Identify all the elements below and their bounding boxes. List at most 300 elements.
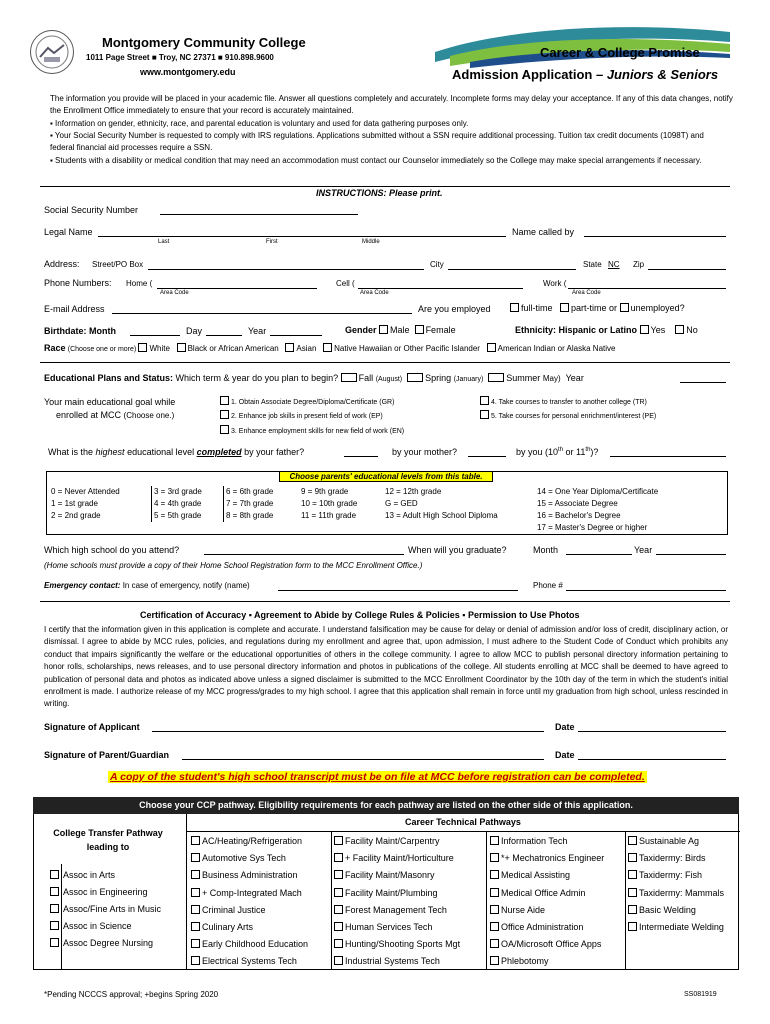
levels-table-title: Choose parents' educational levels from this table. [279, 472, 493, 482]
levels-col-4 [301, 486, 381, 522]
oa-microsoft-checkbox[interactable] [490, 939, 499, 948]
sig-parent-label: Signature of Parent/Guardian [44, 750, 170, 760]
career-col-line-1 [331, 831, 332, 970]
female-checkbox[interactable] [415, 325, 424, 334]
pq-highest: highest [95, 447, 125, 457]
goal-4-checkbox[interactable] [480, 396, 489, 405]
transfer-title: College Transfer Pathway leading to [53, 828, 163, 852]
phlebotomy-checkbox[interactable] [490, 956, 499, 965]
plans-question: Which term & year do you plan to begin? [175, 373, 339, 383]
name-called-input[interactable] [584, 236, 726, 237]
career-label: Taxidermy: Fish [639, 870, 703, 881]
race-white-checkbox[interactable] [138, 343, 147, 352]
electrical-checkbox[interactable] [191, 956, 200, 965]
hispanic-yes-checkbox[interactable] [640, 325, 649, 334]
education-levels-table [46, 471, 728, 535]
taxidermy-birds-checkbox[interactable] [628, 853, 637, 862]
sig-parent-date-input[interactable] [578, 759, 726, 760]
career-label: Forest Management Tech [345, 904, 447, 915]
transfer-item [50, 884, 161, 901]
career-label: Culinary Arts [202, 922, 254, 933]
transfer-science-label: Assoc in Science [63, 921, 132, 931]
mechatronics-checkbox[interactable] [490, 853, 499, 862]
you-text-1: by you (10 [516, 447, 559, 457]
fall-label: Fall [358, 373, 374, 383]
level-item: 10 = 10th grade [301, 499, 358, 508]
sustainable-ag-checkbox[interactable] [628, 836, 637, 845]
day-label: Day [186, 326, 203, 336]
you-label [516, 447, 598, 457]
plans-row [44, 373, 584, 383]
plan-year-label: Year [565, 373, 584, 383]
culinary-checkbox[interactable] [191, 922, 200, 931]
career-item [628, 850, 724, 867]
legal-name-input[interactable] [98, 236, 506, 237]
horticulture-checkbox[interactable] [334, 853, 343, 862]
goal-4-label: 4. Take courses to transfer to another college (TR) [491, 399, 647, 406]
career-item [334, 833, 460, 850]
goal-2-checkbox[interactable] [220, 410, 229, 419]
transfer-nursing-label: Assoc Degree Nursing [63, 938, 154, 948]
certification-heading: Certification of Accuracy ▪ Agreement to Abide by College Rules & Policies ▪ Permission to Use Photos [140, 610, 580, 620]
ac-checkbox[interactable] [191, 836, 200, 845]
masonry-checkbox[interactable] [334, 870, 343, 879]
level-item: G = GED [385, 499, 418, 508]
office-admin-checkbox[interactable] [490, 922, 499, 931]
level-item: 11 = 11th grade [301, 511, 357, 520]
emergency-phone-input[interactable] [566, 590, 726, 591]
human-services-checkbox[interactable] [334, 922, 343, 931]
criminal-justice-checkbox[interactable] [191, 905, 200, 914]
goal-3 [220, 425, 404, 435]
part-time-checkbox[interactable] [560, 303, 569, 312]
transfer-science-checkbox[interactable] [50, 921, 59, 930]
notice-intro: The information you provide will be placed in your academic file. Answer all questions completely and accurately. Incomplete forms may delay your acceptance. If any of this data changes, notify the Enrollment Office immediately to ensure that your record is accurately maintained. [50, 94, 733, 115]
career-item [628, 885, 724, 902]
career-item [191, 902, 308, 919]
race-black-checkbox[interactable] [177, 343, 186, 352]
city-label: City [430, 260, 444, 269]
no-label: No [686, 325, 698, 335]
career-col-3 [490, 833, 604, 971]
full-time-label: full-time [521, 303, 553, 313]
level-item: 15 = Associate Degree [537, 499, 618, 508]
level-item: 13 = Adult High School Diploma [385, 511, 498, 520]
gender-label: Gender [345, 325, 377, 335]
school-attend-label: Which high school do you attend? [44, 545, 180, 555]
emergency-row [44, 581, 250, 590]
goal-label-2-text: enrolled at MCC [56, 410, 122, 420]
career-item [490, 885, 604, 902]
career-label: Taxidermy: Mammals [639, 887, 725, 898]
level-item: 1 = 1st grade [51, 499, 98, 508]
birth-year-input[interactable] [270, 335, 322, 336]
medical-assisting-checkbox[interactable] [490, 870, 499, 879]
goal-1-checkbox[interactable] [220, 396, 229, 405]
footer-note: *Pending NCCCS approval; +begins Spring 2020 [44, 990, 219, 999]
fall-checkbox[interactable] [341, 373, 357, 382]
career-item [628, 902, 724, 919]
taxidermy-mammals-checkbox[interactable] [628, 888, 637, 897]
home-school-note: (Home schools must provide a copy of their Home School Registration form to the MCC Enrollment Office.) [44, 561, 423, 570]
career-label: Sustainable Ag [639, 836, 700, 846]
goal-hint: (Choose one.) [123, 411, 175, 420]
goal-2-label: 2. Enhance job skills in present field of work (EP) [231, 413, 383, 420]
career-item [490, 936, 604, 953]
pq-middle: educational level [124, 447, 197, 457]
transfer-list [50, 867, 161, 952]
certification-body: I certify that the information given in this application is complete and accurate. I understand falsification may be cause for delay or denial of admission and/or loss of credit, disciplinary action, or dismissal. I agree to abide by MCC rules, policies, and regulations during my enrollment and agree that, upon admission, I must adhere to the Student Code of Conduct which prohibits any conduct that impairs significantly the welfare or the educational opportunities of others in the college community. I agree to allow MCC to publish personal directory information pertaining to honor rolls, scholarships, news releases, and to use personal directory information and photos in publications of the college. All students enrolling at MCC shall be deemed to have agreed to publication of personal data and photos as indicated above unless a signed disclaimer is submitted to the MCC Enrollment Coordinator by the 10th day of the term in which the student's initial enrollment is made. I authorize release of my MCC progress/grades to my high school. I agree that this application shall remain in force until my graduation from high school, unless rescinded in writing. [44, 625, 728, 709]
father-level-input[interactable] [344, 456, 378, 457]
race-black-label: Black or African American [187, 344, 279, 353]
mother-label: by your mother? [392, 447, 458, 457]
phone-label: Phone Numbers: [44, 278, 112, 288]
career-item [490, 919, 604, 936]
intermediate-welding-checkbox[interactable] [628, 922, 637, 931]
college-address: 1011 Page Street ■ Troy, NC 27371 ■ 910.898.9600 [86, 53, 274, 62]
race-group [44, 343, 615, 353]
street-input[interactable] [148, 269, 424, 270]
home-phone-input[interactable] [157, 288, 317, 289]
career-label: Industrial Systems Tech [345, 956, 440, 967]
summer-hint: May) [542, 374, 561, 383]
area-code-work: Area Code [572, 290, 601, 296]
career-title: Career Technical Pathways [405, 817, 521, 827]
transfer-nursing-checkbox[interactable] [50, 938, 59, 947]
goal-2 [220, 410, 383, 420]
plumbing-checkbox[interactable] [334, 888, 343, 897]
career-item [628, 919, 724, 936]
career-title-line [186, 831, 740, 832]
career-label: + Facility Maint/Horticulture [345, 853, 454, 864]
career-label: Phlebotomy [501, 956, 549, 967]
spring-label: Spring [425, 373, 452, 383]
career-item [490, 902, 604, 919]
emergency-name-input[interactable] [278, 590, 518, 591]
you-text-2: or 11 [563, 447, 586, 457]
career-label: Automotive Sys Tech [202, 853, 286, 864]
footer-code: SS081919 [684, 991, 717, 998]
unemployed-checkbox[interactable] [620, 303, 629, 312]
first-label: First [266, 239, 278, 245]
zip-input[interactable] [648, 269, 726, 270]
race-hawaiian-label: Native Hawaiian or Other Pacific Islander [334, 344, 480, 353]
career-label: Office Administration [501, 922, 584, 933]
area-code-cell: Area Code [360, 290, 389, 296]
goal-3-label: 3. Enhance employment skills for new field of work (EN) [231, 428, 405, 435]
levels-col-5 [385, 486, 515, 522]
college-website: www.montgomery.edu [140, 67, 236, 77]
email-label: E-mail Address [44, 304, 105, 314]
career-item [191, 850, 308, 867]
levels-col-6 [537, 486, 725, 534]
career-item [334, 953, 460, 970]
career-item [191, 885, 308, 902]
grad-year-label: Year [634, 545, 653, 555]
sig-applicant-label: Signature of Applicant [44, 722, 140, 732]
notice-bullet-2: ▪ Your Social Security Number is requested to comply with IRS regulations. Applications submitted without a SSN require additional processing. Tuition tax credit documents (1098T) and federal financial aid processes require a SSN. [50, 131, 704, 152]
divider [40, 186, 730, 187]
career-label: Intermediate Welding [639, 922, 724, 933]
career-col-1 [191, 833, 308, 971]
work-label: Work ( [543, 279, 567, 288]
transfer-music-label: Assoc/Fine Arts in Music [63, 904, 162, 914]
level-item: 4 = 4th grade [154, 499, 202, 508]
career-label: *+ Mechatronics Engineer [501, 853, 605, 864]
area-code-home: Area Code [160, 290, 189, 296]
ssn-input[interactable] [160, 214, 358, 215]
transfer-arts-label: Assoc in Arts [63, 870, 116, 880]
career-col-line-3 [625, 831, 626, 970]
level-item: 6 = 6th grade [226, 487, 274, 496]
ethnicity-label: Ethnicity: Hispanic or Latino [515, 325, 638, 335]
transfer-divider [186, 814, 187, 970]
career-label: Criminal Justice [202, 904, 266, 915]
you-text-3: )? [590, 447, 599, 457]
sig-applicant-date-input[interactable] [578, 731, 726, 732]
career-label: Facility Maint/Plumbing [345, 887, 438, 898]
career-label: Electrical Systems Tech [202, 956, 297, 967]
medical-office-checkbox[interactable] [490, 888, 499, 897]
pathways-header [33, 797, 739, 814]
levels-col-3 [223, 486, 297, 522]
city-input[interactable] [448, 269, 576, 270]
industrial-checkbox[interactable] [334, 956, 343, 965]
male-checkbox[interactable] [379, 325, 388, 334]
basic-welding-checkbox[interactable] [628, 905, 637, 914]
banner-title [452, 67, 718, 82]
career-item [628, 867, 724, 884]
race-native-checkbox[interactable] [487, 343, 496, 352]
name-called-label: Name called by [512, 227, 575, 237]
pq-father: by your father? [241, 447, 305, 457]
mother-level-input[interactable] [468, 456, 506, 457]
emergency-phone-label: Phone # [533, 581, 563, 590]
transfer-item [50, 867, 161, 884]
comp-mach-checkbox[interactable] [191, 888, 200, 897]
middle-label: Middle [362, 239, 380, 245]
level-item: 2 = 2nd grade [51, 511, 101, 520]
level-item: 9 = 9th grade [301, 487, 349, 496]
you-sup-2: th [585, 447, 591, 453]
transcript-notice: A copy of the student's high school transcript must be on file at MCC before registration can be completed. [110, 771, 645, 783]
banner-title-main: Admission Application – [452, 67, 607, 82]
nurse-aide-checkbox[interactable] [490, 905, 499, 914]
female-label: Female [425, 325, 456, 335]
career-label: Facility Maint/Carpentry [345, 836, 440, 846]
graduate-label: When will you graduate? [408, 545, 507, 555]
pathways-grid [33, 814, 739, 970]
employed-options [510, 303, 685, 313]
gender-group [345, 325, 456, 335]
race-white-label: White [149, 344, 170, 353]
college-name: Montgomery Community College [102, 35, 306, 50]
you-sup-1: th [558, 447, 564, 453]
legal-name-label: Legal Name [44, 227, 93, 237]
divider [40, 601, 730, 602]
goal-4 [480, 396, 647, 406]
work-phone-input[interactable] [568, 288, 726, 289]
birth-month-input[interactable] [130, 335, 180, 336]
career-item [490, 867, 604, 884]
sig-parent-input[interactable] [182, 759, 544, 760]
level-item: 0 = Never Attended [51, 487, 120, 496]
career-item [334, 936, 460, 953]
forest-checkbox[interactable] [334, 905, 343, 914]
transfer-item [50, 901, 161, 918]
transfer-engineering-label: Assoc in Engineering [63, 887, 148, 897]
level-item: 5 = 5th grade [154, 511, 202, 520]
race-label: Race [44, 343, 66, 353]
transfer-item [50, 935, 161, 952]
grad-month-input[interactable] [566, 554, 632, 555]
career-label: Early Childhood Education [202, 939, 309, 950]
career-label: Medical Assisting [501, 870, 571, 881]
career-label: Nurse Aide [501, 904, 546, 915]
career-col-2 [334, 833, 460, 971]
year-label: Year [248, 326, 267, 336]
spring-checkbox[interactable] [407, 373, 423, 382]
career-item [191, 936, 308, 953]
goal-1-label: 1. Obtain Associate Degree/Diploma/Certificate (GR) [231, 399, 395, 406]
pq-completed: completed [196, 447, 242, 457]
career-label: Hunting/Shooting Sports Mgt [345, 939, 461, 950]
race-hint: (Choose one or more) [67, 346, 137, 353]
career-item [191, 833, 308, 850]
parents-question [48, 447, 304, 457]
info-tech-checkbox[interactable] [490, 836, 499, 845]
summer-label: Summer [506, 373, 541, 383]
fall-hint: (August) [375, 376, 403, 383]
goal-3-checkbox[interactable] [220, 425, 229, 434]
career-item [191, 919, 308, 936]
level-item: 8 = 8th grade [226, 511, 274, 520]
taxidermy-fish-checkbox[interactable] [628, 870, 637, 879]
career-item [334, 867, 460, 884]
automotive-checkbox[interactable] [191, 853, 200, 862]
pathways-header-text: Choose your CCP pathway. Eligibility requirements for each pathway are listed on the other side of this application. [139, 800, 633, 810]
divider [40, 362, 730, 363]
pq-prefix: What is the [48, 447, 96, 457]
goal-5-checkbox[interactable] [480, 410, 489, 419]
male-label: Male [390, 325, 410, 335]
goal-5 [480, 410, 656, 420]
race-hawaiian-checkbox[interactable] [323, 343, 332, 352]
career-col-4 [628, 833, 724, 936]
race-asian-label: Asian [296, 344, 317, 353]
notice-bullet-3: ▪ Students with a disability or medical condition that may need an accommodation must contact our Counselor immediately so the College may make special arrangements if necessary. [50, 156, 702, 165]
yes-label: Yes [650, 325, 666, 335]
levels-col-1 [51, 486, 151, 522]
ssn-label: Social Security Number [44, 205, 139, 215]
goal-1 [220, 396, 394, 406]
career-item [490, 833, 604, 850]
career-item [334, 919, 460, 936]
early-childhood-checkbox[interactable] [191, 939, 200, 948]
birthdate-label: Birthdate: Month [44, 326, 116, 336]
hunting-checkbox[interactable] [334, 939, 343, 948]
transfer-item [50, 918, 161, 935]
you-level-input[interactable] [610, 456, 726, 457]
banner-program: Career & College Promise [540, 45, 700, 60]
career-label: Facility Maint/Masonry [345, 870, 435, 881]
home-label: Home ( [126, 279, 153, 288]
level-item: 17 = Master's Degree or higher [537, 523, 648, 532]
school-attend-input[interactable] [204, 554, 404, 555]
race-asian-checkbox[interactable] [285, 343, 294, 352]
last-label: Last [158, 239, 170, 245]
career-label: + Comp-Integrated Mach [202, 887, 302, 898]
career-label: Taxidermy: Birds [639, 853, 706, 864]
summer-checkbox[interactable] [488, 373, 504, 382]
career-label: Information Tech [501, 836, 568, 846]
street-label: Street/PO Box [92, 260, 144, 269]
full-time-checkbox[interactable] [510, 303, 519, 312]
emergency-label: Emergency contact: [44, 581, 121, 590]
plans-label: Educational Plans and Status: [44, 373, 174, 383]
notice-bullet-1: ▪ Information on gender, ethnicity, race, and parental education is voluntary and used for data gathering purposes only. [50, 119, 469, 128]
zip-label: Zip [633, 260, 645, 269]
part-time-label: part-time or [571, 303, 618, 313]
level-item: 14 = One Year Diploma/Certificate [537, 487, 659, 496]
transfer-engineering-checkbox[interactable] [50, 887, 59, 896]
grad-year-input[interactable] [656, 554, 726, 555]
ethnicity-group [515, 325, 698, 335]
email-input[interactable] [112, 313, 412, 314]
career-item [191, 953, 308, 970]
career-item [334, 902, 460, 919]
employed-label: Are you employed [418, 304, 491, 314]
cell-phone-input[interactable] [358, 288, 523, 289]
address-label: Address: [44, 259, 80, 269]
career-item [628, 833, 724, 850]
career-label: Human Services Tech [345, 922, 433, 933]
grad-month-label: Month [533, 545, 559, 555]
plan-year-input[interactable] [680, 382, 726, 383]
career-label: AC/Heating/Refrigeration [202, 836, 303, 846]
race-native-label: American Indian or Alaska Native [497, 344, 616, 353]
business-checkbox[interactable] [191, 870, 200, 879]
level-item: 3 = 3rd grade [154, 487, 202, 496]
hispanic-no-checkbox[interactable] [675, 325, 684, 334]
transfer-music-checkbox[interactable] [50, 904, 59, 913]
transfer-arts-checkbox[interactable] [50, 870, 59, 879]
state-label: State [583, 260, 602, 269]
level-item: 7 = 7th grade [226, 499, 274, 508]
state-value[interactable]: NC [608, 260, 620, 269]
career-item [334, 850, 460, 867]
college-seal [30, 30, 74, 74]
career-label: OA/Microsoft Office Apps [501, 939, 602, 950]
career-label: Medical Office Admin [501, 887, 586, 898]
career-item [191, 867, 308, 884]
career-item [334, 885, 460, 902]
unemployed-label: unemployed? [630, 303, 685, 313]
career-col-line-2 [486, 831, 487, 970]
goal-5-label: 5. Take courses for personal enrichment/interest (PE) [491, 413, 657, 420]
birth-day-input[interactable] [206, 335, 242, 336]
level-item: 12 = 12th grade [385, 487, 442, 496]
goal-label-2 [56, 410, 174, 420]
carpentry-checkbox[interactable] [334, 836, 343, 845]
spring-hint: (January) [453, 376, 484, 383]
sig-parent-date-label: Date [555, 750, 575, 760]
career-label: Basic Welding [639, 904, 696, 915]
career-item [490, 953, 604, 970]
cell-label: Cell ( [336, 279, 355, 288]
career-item [490, 850, 604, 867]
sig-applicant-input[interactable] [152, 731, 544, 732]
